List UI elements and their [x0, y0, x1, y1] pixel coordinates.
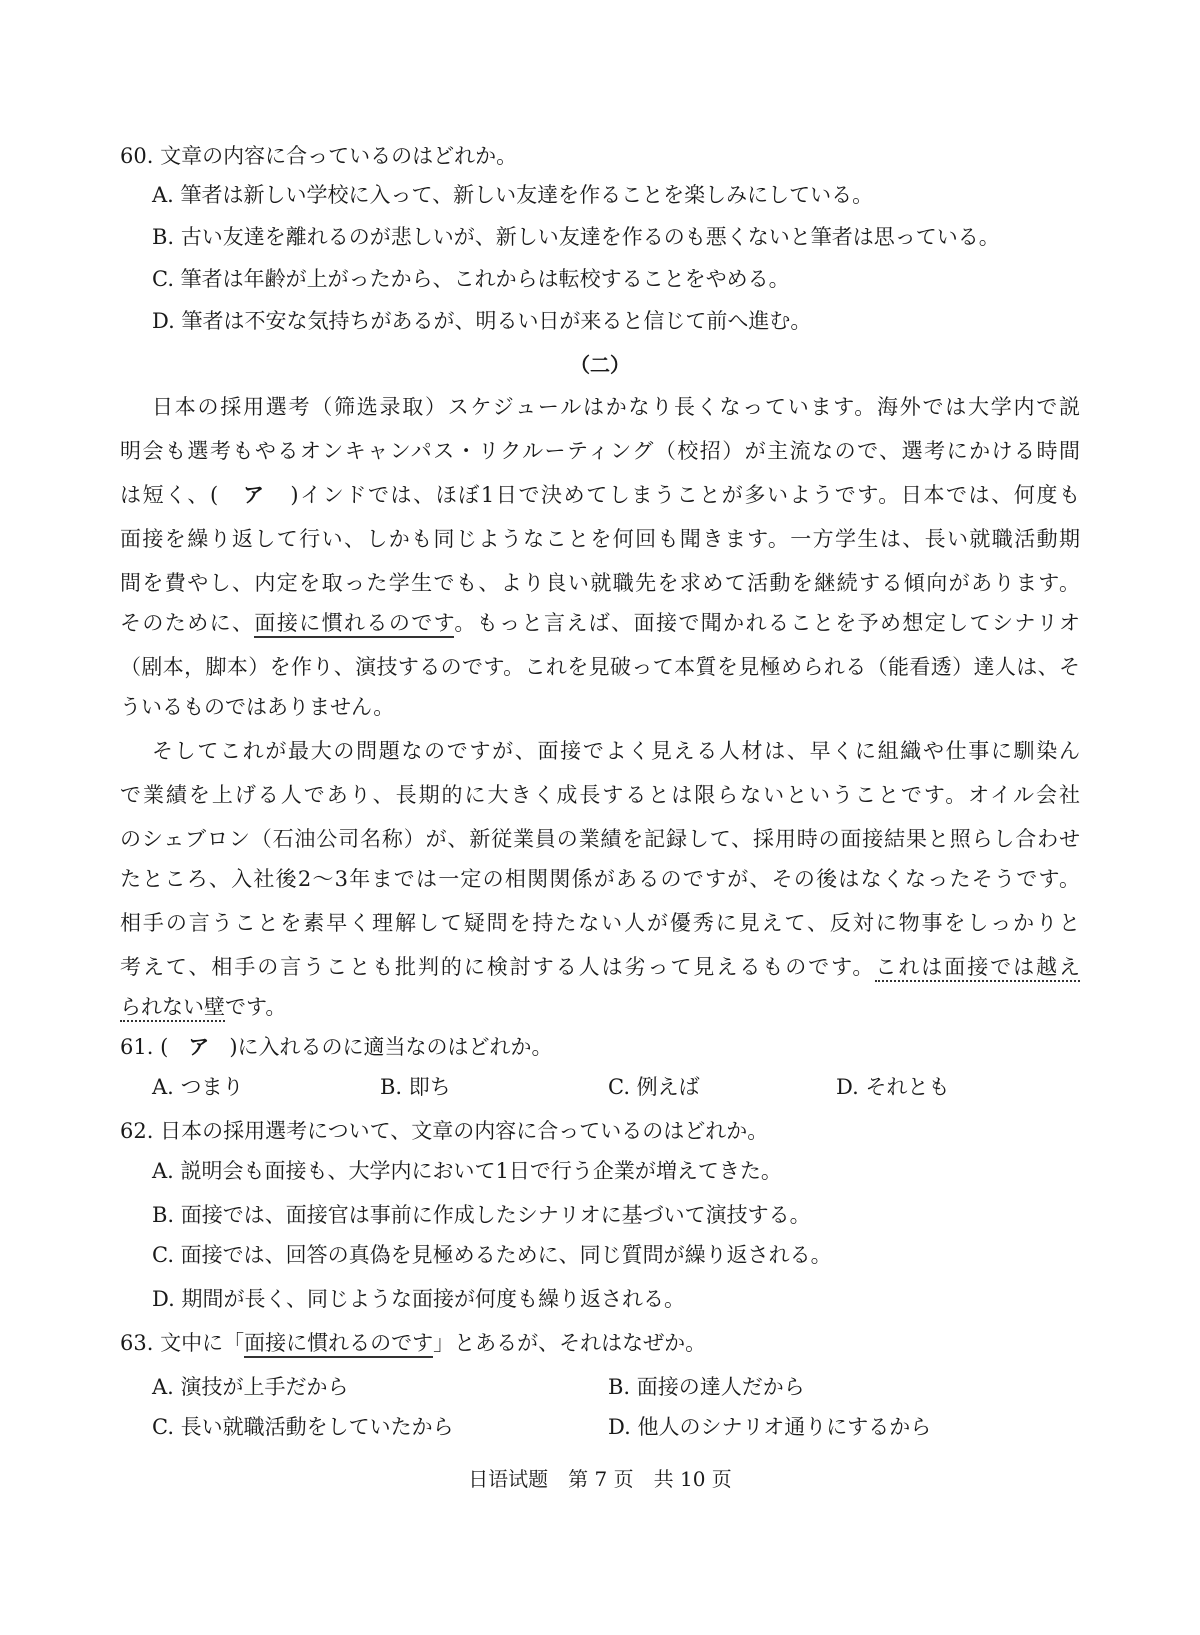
q61-stem: 61. ( ア )に入れるのに適当なのはどれか。 — [120, 1035, 553, 1059]
q63-option-a: A. 演技が上手だから — [152, 1375, 349, 1399]
underlined-phrase: 面接に慣れるのです — [254, 611, 454, 638]
q60-option-d: D. 筆者は不安な気持ちがあるが、明るい日が来ると信じて前へ進む。 — [152, 309, 812, 333]
passage-line: られない壁です。 — [120, 992, 1080, 1022]
q61-option-d: D. それとも — [836, 1075, 950, 1099]
q60-option-a: A. 筆者は新しい学校に入って、新しい友達を作ることを楽しみにしている。 — [152, 183, 874, 207]
q61-option-c: C. 例えば — [608, 1075, 700, 1099]
passage-line: 考えて、相手の言うことも批判的に検討する人は劣って見えるものです。これは面接では越え — [120, 952, 1080, 982]
passage-line: そのために、面接に慣れるのです。もっと言えば、面接で聞かれることを予め想定してシナリオ — [120, 608, 1080, 638]
blank-a-marker: ア — [188, 1035, 210, 1059]
passage-line: （剧本，脚本）を作り、演技するのです。これを見破って本質を見極められる（能看透）達人は、そ — [120, 655, 1080, 679]
passage-line: のシェブロン（石油公司名称）が、新従業員の業績を記録して、採用時の面接結果と照らし合わせ — [120, 827, 1080, 851]
q61-option-b: B. 即ち — [380, 1075, 451, 1099]
passage-line: 面接を繰り返して行い、しかも同じようなことを何回も聞きます。一方学生は、長い就職活動期 — [120, 527, 1080, 551]
q62-option-c: C. 面接では、回答の真偽を見極めるために、同じ質問が繰り返される。 — [152, 1243, 832, 1267]
q62-option-a: A. 説明会も面接も、大学内において1日で行う企業が増えてきた。 — [152, 1159, 782, 1183]
passage-line: ういるものではありません。 — [120, 695, 395, 719]
passage-line: 明会も選考もやるオンキャンパス・リクルーティング（校招）が主流なので、選考にかける時間 — [120, 439, 1080, 463]
q62-stem: 62. 日本の採用選考について、文章の内容に合っているのはどれか。 — [120, 1119, 769, 1143]
passage-line: そしてこれが最大の問題なのですが、面接でよく見える人材は、早くに組織や仕事に馴染ん — [152, 739, 1080, 763]
q60-stem: 60. 文章の内容に合っているのはどれか。 — [120, 144, 518, 168]
section-heading: （二） — [570, 353, 630, 377]
blank-a-marker: ア — [242, 483, 266, 507]
q61-option-a: A. つまり — [152, 1075, 244, 1099]
passage-line: 日本の採用選考（筛选录取）スケジュールはかなり長くなっています。海外では大学内で説 — [152, 395, 1080, 419]
passage-line: は短く、( ア )インドでは、ほぼ1日で決めてしまうことが多いようです。日本では、何度も — [120, 483, 1081, 507]
page-footer: 日语试题 第 7 页 共 10 页 — [468, 1467, 732, 1491]
q63-option-d: D. 他人のシナリオ通りにするから — [608, 1415, 932, 1439]
passage-line: 相手の言うことを素早く理解して疑問を持たない人が優秀に見えて、反対に物事をしっかりと — [120, 911, 1080, 935]
underlined-phrase: 面接に慣れるのです — [244, 1331, 433, 1358]
passage-line: 間を費やし、内定を取った学生でも、より良い就職先を求めて活動を継続する傾向があります。 — [120, 571, 1080, 595]
passage-line: たところ、入社後2～3年までは一定の相関関係があるのですが、その後はなくなったそうです。 — [120, 867, 1080, 891]
q63-option-b: B. 面接の達人だから — [608, 1375, 805, 1399]
underlined-phrase: られない壁 — [120, 995, 225, 1022]
q63-option-c: C. 長い就職活動をしていたから — [152, 1415, 454, 1439]
q62-option-d: D. 期間が長く、同じような面接が何度も繰り返される。 — [152, 1287, 686, 1311]
passage-line: で業績を上げる人であり、長期的に大きく成長するとは限らないということです。オイル会社 — [120, 783, 1080, 807]
q60-option-c: C. 筆者は年齢が上がったから、これからは転校することをやめる。 — [152, 267, 790, 291]
q60-option-b: B. 古い友達を離れるのが悲しいが、新しい友達を作るのも悪くないと筆者は思っている。 — [152, 225, 1000, 249]
q62-option-b: B. 面接では、面接官は事前に作成したシナリオに基づいて演技する。 — [152, 1203, 811, 1227]
underlined-phrase: これは面接では越え — [875, 955, 1080, 982]
q63-stem: 63. 文中に「面接に慣れるのです」とあるが、それはなぜか。 — [120, 1328, 706, 1358]
